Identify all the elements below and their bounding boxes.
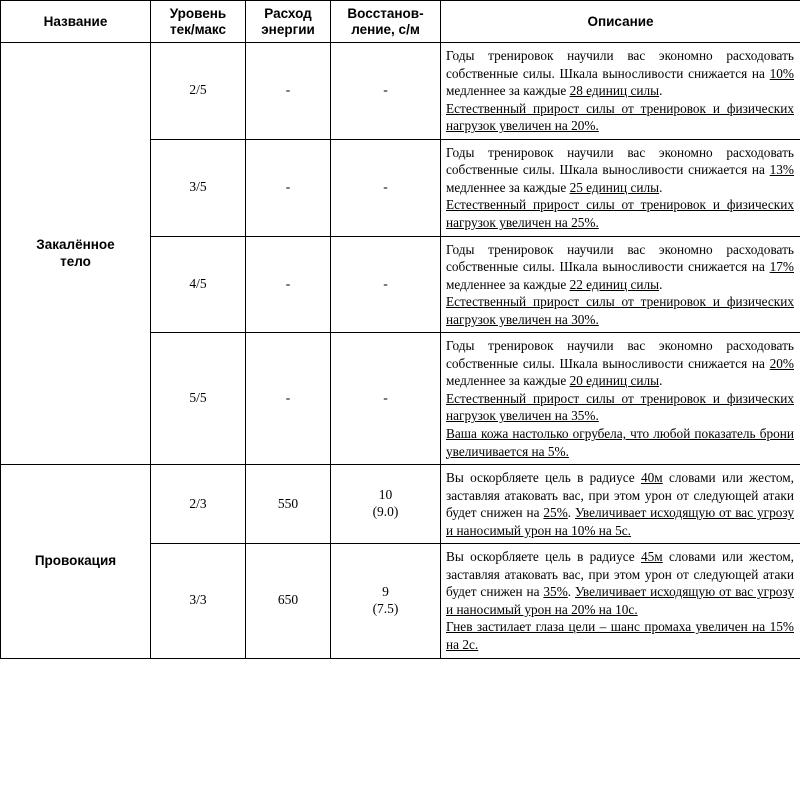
- energy-cost-cell: 550: [246, 465, 331, 544]
- description-text: Вы оскорбляете цель в радиусе: [446, 470, 641, 486]
- skill-description-cell: [441, 544, 800, 658]
- description-text: Годы тренировок научили вас экономно расходовать собственные силы. Шкала выносливости снижается на: [446, 144, 794, 178]
- recovery-cell: -: [331, 236, 441, 333]
- skill-level-cell: 4/5: [151, 236, 246, 333]
- skill-level-cell: 5/5: [151, 333, 246, 465]
- column-header-energy: [246, 1, 331, 43]
- description-text: .: [659, 83, 663, 99]
- description-paragraph: [446, 241, 794, 294]
- energy-cost-cell: -: [246, 236, 331, 333]
- recovery-cell: -: [331, 43, 441, 140]
- energy-cost-cell: -: [246, 139, 331, 236]
- highlight-value: 13%: [769, 162, 794, 178]
- description-paragraph: [446, 469, 794, 539]
- highlight-value: 25 единиц силы: [569, 179, 660, 195]
- column-header-level-line2: тек/макс: [169, 21, 227, 37]
- description-bonus-text: Естественный прирост силы от тренировок и физических нагрузок увеличен на 30%.: [446, 294, 794, 327]
- skill-name-line1: Закалённое: [36, 237, 115, 253]
- description-text: Годы тренировок научили вас экономно расходовать собственные силы. Шкала выносливости снижается на: [446, 48, 794, 81]
- description-bonus-text: Увеличивает исходящую от вас угрозу и наносимый урон на 10% на 5с.: [446, 505, 795, 538]
- description-paragraph: [446, 100, 794, 135]
- description-paragraph: [446, 425, 794, 460]
- skill-level-cell: 3/5: [151, 139, 246, 236]
- recovery-cell: -: [331, 139, 441, 236]
- highlight-value: 10%: [769, 65, 794, 81]
- skill-name-line2: тело: [60, 253, 91, 269]
- highlight-value: 45м: [640, 549, 663, 565]
- column-header-description: Описание: [441, 1, 800, 43]
- column-header-level-line1: Уровень: [169, 6, 227, 21]
- description-bonus-text: Гнев застилает глаза цели – шанс промаха увеличен на 15% на 2с.: [446, 619, 794, 652]
- description-bonus-text: Ваша кожа настолько огрубела, что любой показатель брони увеличивается на 5%.: [446, 425, 794, 459]
- description-text: словами или жестом, заставляя атаковать вас, при этом урон от следующей атаки будет снижен на: [446, 470, 795, 521]
- table-header: [1, 1, 800, 43]
- skill-name-cell: [1, 465, 151, 658]
- energy-cost-cell: 650: [246, 544, 331, 658]
- skill-level-cell: 2/3: [151, 465, 246, 544]
- table-header-row: [1, 1, 800, 43]
- skill-description-cell: [441, 333, 800, 465]
- highlight-value: 20 единиц силы: [569, 373, 660, 389]
- recovery-minutes: (9.0): [372, 504, 399, 520]
- energy-cost-cell: -: [246, 333, 331, 465]
- description-bonus-text: Увеличивает исходящую от вас угрозу и наносимый урон на 20% на 10с.: [446, 584, 795, 617]
- description-paragraph: [446, 293, 794, 328]
- recovery-cell: [331, 465, 441, 544]
- description-text: .: [659, 276, 663, 292]
- column-header-recovery-line1: Восстанов-: [347, 6, 424, 21]
- skill-name-cell: [1, 43, 151, 465]
- recovery-minutes: (7.5): [372, 600, 399, 616]
- highlight-value: 25%: [543, 505, 568, 521]
- description-text: Вы оскорбляете цель в радиусе: [446, 549, 641, 565]
- description-text: медленнее за каждые: [446, 276, 570, 292]
- highlight-value: 22 единиц силы: [569, 276, 660, 292]
- table-row: [1, 465, 800, 544]
- skill-description-cell: [441, 465, 800, 544]
- table-row: [1, 43, 800, 140]
- highlight-value: 28 единиц силы: [569, 83, 660, 99]
- description-text: Годы тренировок научили вас экономно расходовать собственные силы. Шкала выносливости снижается на: [446, 338, 794, 371]
- description-text: медленнее за каждые: [446, 179, 570, 195]
- description-text: .: [567, 505, 572, 521]
- column-header-recovery: [331, 1, 441, 43]
- skill-description-cell: [441, 43, 800, 140]
- description-text: .: [659, 373, 663, 389]
- description-paragraph: [446, 618, 794, 653]
- column-header-energy-line2: энергии: [261, 21, 315, 37]
- description-paragraph: [446, 337, 794, 390]
- column-header-energy-line1: Расход: [264, 6, 312, 21]
- description-text: словами или жестом, заставляя атаковать вас, при этом урон от следующей атаки будет снижен на: [446, 549, 795, 600]
- description-paragraph: [446, 548, 794, 618]
- recovery-seconds: 9: [382, 584, 389, 600]
- column-header-recovery-line2: ление, с/м: [351, 21, 420, 37]
- table-body: [1, 43, 800, 659]
- skill-level-cell: 2/5: [151, 43, 246, 140]
- description-bonus-text: Естественный прирост силы от тренировок и физических нагрузок увеличен на 20%.: [446, 100, 794, 134]
- description-text: медленнее за каждые: [446, 83, 570, 99]
- description-text: медленнее за каждые: [446, 373, 570, 389]
- skill-description-cell: [441, 236, 800, 333]
- energy-cost-cell: -: [246, 43, 331, 140]
- description-bonus-text: Естественный прирост силы от тренировок и физических нагрузок увеличен на 25%.: [446, 197, 794, 230]
- description-paragraph: [446, 196, 794, 231]
- skill-description-cell: [441, 139, 800, 236]
- highlight-value: 40м: [640, 470, 663, 486]
- highlight-value: 35%: [543, 584, 568, 600]
- recovery-cell: [331, 544, 441, 658]
- recovery-seconds: 10: [378, 487, 393, 503]
- description-text: .: [567, 584, 572, 600]
- skill-level-cell: 3/3: [151, 544, 246, 658]
- highlight-value: 20%: [769, 355, 794, 371]
- description-text: .: [659, 179, 663, 195]
- skill-name-line1: Провокация: [34, 553, 117, 569]
- description-text: Годы тренировок научили вас экономно расходовать собственные силы. Шкала выносливости снижается на: [446, 241, 794, 275]
- column-header-name: Название: [1, 1, 151, 43]
- column-header-level: [151, 1, 246, 43]
- recovery-cell: -: [331, 333, 441, 465]
- description-paragraph: [446, 390, 794, 425]
- highlight-value: 17%: [769, 259, 794, 275]
- description-paragraph: [446, 144, 794, 197]
- description-paragraph: [446, 47, 794, 100]
- description-bonus-text: Естественный прирост силы от тренировок и физических нагрузок увеличен на 35%.: [446, 390, 794, 424]
